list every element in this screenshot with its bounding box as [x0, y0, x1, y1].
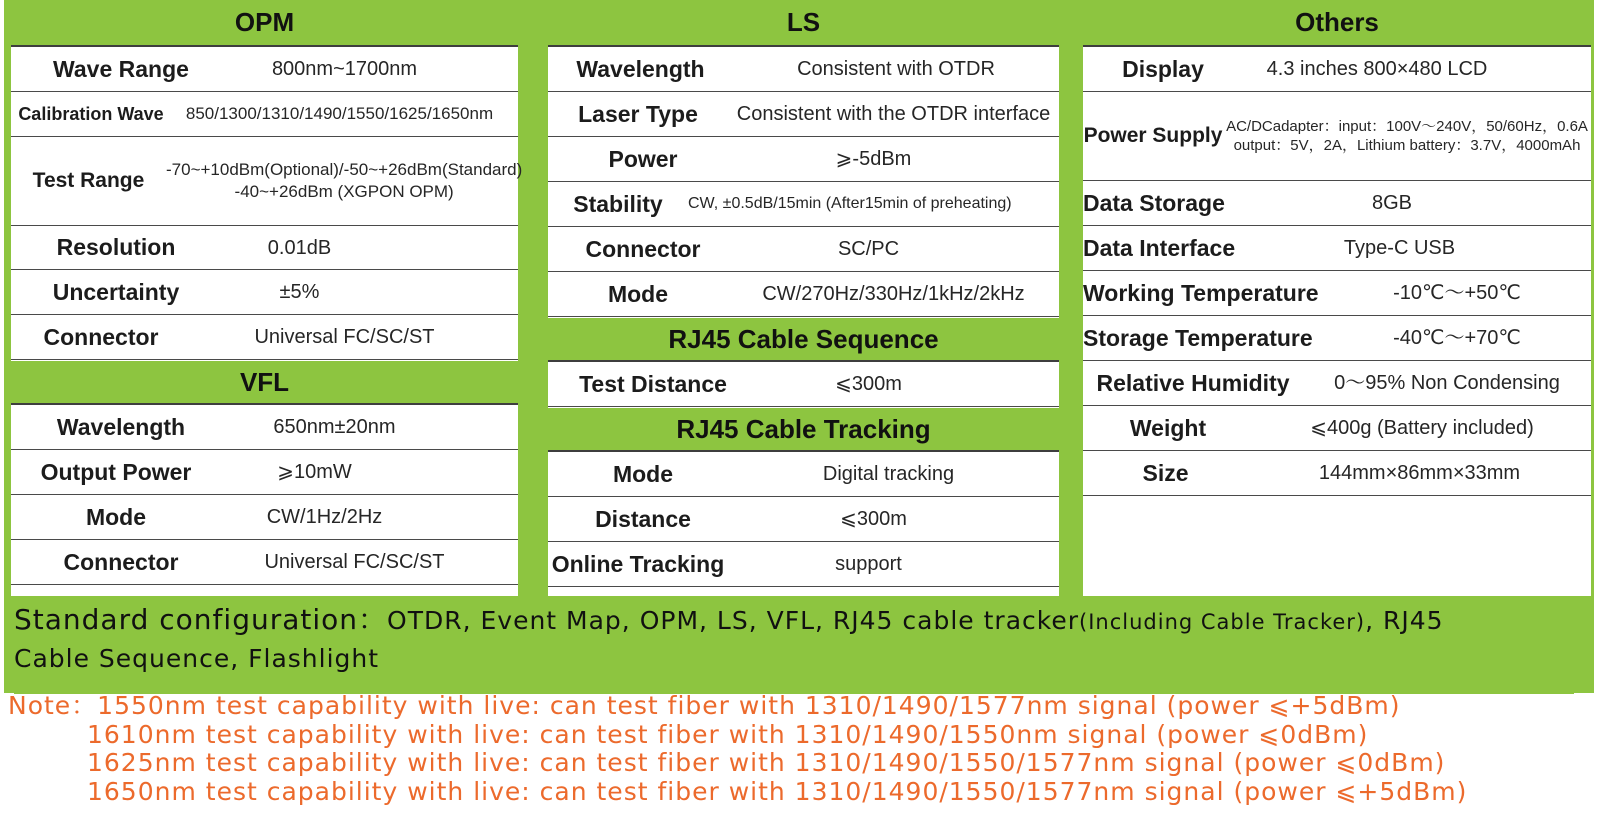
config-items: OTDR, Event Map, OPM, LS, VFL, RJ45 cable tracker: [387, 606, 1080, 635]
spec-label: Calibration Wave: [18, 103, 164, 124]
table-row: [11, 495, 518, 540]
others-column: [1083, 0, 1591, 596]
table-row: [1083, 271, 1591, 316]
spec-value: 0.01dB: [267, 236, 332, 259]
spec-label: Distance: [595, 505, 691, 532]
spec-value: Consistent with the OTDR interface: [736, 103, 1051, 125]
table-row: [11, 226, 518, 270]
spec-value: CW, ±0.5dB/15min (After15min of preheating): [688, 194, 1012, 212]
rj45-sequence-title: RJ45 Cable Sequence: [668, 323, 939, 354]
rj45-tracking-title: RJ45 Cable Tracking: [676, 413, 931, 444]
spec-value: -10℃～+50℃: [1393, 282, 1521, 304]
spec-value: Type-C USB: [1343, 237, 1456, 259]
note-line: 1610nm test capability with live: can test fiber with 1310/1490/1550nm signal (power ⩽0dBm): [87, 719, 1369, 749]
spec-value: SC/PC: [837, 238, 900, 260]
table-row: [1083, 406, 1591, 451]
table-row: [1083, 181, 1591, 226]
spec-label: Data Interface: [1083, 234, 1236, 261]
config-paren: (Including Cable Tracker): [1079, 610, 1366, 634]
table-row: [548, 47, 1059, 92]
spec-label: Connector: [43, 323, 159, 350]
table-row: [548, 497, 1059, 542]
table-row: [11, 540, 518, 585]
ls-header: [548, 0, 1059, 47]
spec-value: 0～95% Non Condensing: [1334, 372, 1560, 394]
spec-value: Digital tracking: [822, 463, 955, 485]
spec-value: ±5%: [279, 281, 320, 303]
spec-label: Connector: [63, 548, 179, 575]
spec-value: ⩽300m: [835, 373, 902, 395]
table-row: [1083, 361, 1591, 406]
spec-label: Resolution: [56, 234, 176, 260]
spec-value-line: -40~+26dBm (XGPON OPM): [234, 182, 454, 201]
config-rest: , RJ45: [1365, 606, 1444, 635]
spec-label: Power Supply: [1083, 124, 1223, 147]
spec-value: ⩾-5dBm: [835, 148, 912, 170]
spec-label: Wavelength: [576, 55, 705, 82]
spec-label: Laser Type: [578, 100, 698, 127]
spec-value: 4.3 inches 800×480 LCD: [1266, 58, 1488, 80]
table-row: [11, 450, 518, 495]
spec-value: support: [835, 553, 902, 575]
spec-label: Size: [1142, 459, 1189, 486]
spec-value: ⩽400g (Battery included): [1310, 417, 1534, 439]
spec-value: Universal FC/SC/ST: [264, 551, 445, 573]
opm-header: [11, 0, 518, 47]
table-row: [11, 137, 523, 226]
spec-label: Data Storage: [1083, 189, 1225, 216]
spec-label: Working Temperature: [1083, 279, 1319, 306]
note-block: [8, 692, 1588, 806]
spec-label: Display: [1122, 55, 1204, 82]
spec-value-line: -70~+10dBm(Optional)/-50~+26dBm(Standard): [166, 159, 523, 179]
table-row: [548, 542, 1059, 587]
table-row: [548, 452, 1059, 497]
spec-value: 8GB: [1371, 192, 1413, 214]
spec-value: 650nm±20nm: [273, 416, 396, 438]
table-row: [548, 227, 1059, 272]
rj45-sequence-header: [548, 318, 1059, 362]
table-row: [11, 315, 518, 360]
spec-label: Mode: [85, 503, 147, 530]
spec-value: ⩽300m: [840, 508, 907, 530]
spec-value: 800nm~1700nm: [271, 58, 418, 80]
spec-label: Wave Range: [53, 55, 189, 82]
note-line: Note：1550nm test capability with live: can test fiber with 1310/1490/1577nm signal (power ⩽+5dBm): [8, 691, 1401, 720]
table-row: [548, 92, 1059, 137]
vfl-header: [11, 361, 518, 405]
spec-label: Test Distance: [579, 370, 727, 397]
table-row: [1083, 451, 1591, 496]
others-header: [1083, 0, 1591, 47]
spec-label: Test Range: [32, 169, 145, 192]
rj45-tracking-header: [548, 408, 1059, 452]
note-line: 1625nm test capability with live: can test fiber with 1310/1490/1550/1577nm signal (power ⩽0dBm): [87, 748, 1446, 777]
ls-title: LS: [786, 7, 821, 37]
spec-label: Relative Humidity: [1096, 369, 1290, 396]
spec-value: [166, 159, 522, 203]
table-row: [548, 362, 1059, 407]
spec-label: Storage Temperature: [1083, 324, 1313, 351]
spec-label: Weight: [1129, 414, 1207, 441]
spec-label: Connector: [585, 235, 701, 262]
standard-configuration: [14, 597, 1574, 694]
spec-value: -40℃～+70℃: [1393, 327, 1521, 349]
table-row: [1083, 47, 1591, 92]
spec-label: Mode: [612, 460, 674, 487]
spec-value: CW/1Hz/2Hz: [266, 506, 383, 528]
spec-value: 850/1300/1310/1490/1550/1625/1650nm: [185, 103, 494, 123]
spec-label: Wavelength: [56, 413, 186, 440]
spec-label: Mode: [607, 280, 669, 307]
table-row: [11, 47, 518, 92]
opm-vfl-column: [11, 0, 523, 596]
table-row: [11, 405, 518, 450]
table-row: [548, 272, 1059, 317]
vfl-title: VFL: [239, 366, 290, 397]
spec-label: Stability: [573, 190, 663, 217]
spec-value: CW/270Hz/330Hz/1kHz/2kHz: [762, 283, 1025, 305]
ls-rj45-column: [548, 0, 1059, 596]
config-rest-line2: Cable Sequence, Flashlight: [14, 644, 380, 673]
spec-value: Consistent with OTDR: [797, 58, 995, 80]
others-title: Others: [1295, 7, 1379, 37]
note-line: 1650nm test capability with live: can test fiber with 1310/1490/1550/1577nm signal (power ⩽+5dBm): [87, 776, 1468, 806]
spec-value-line: output：5V，2A，Lithium battery：3.7V，4000mAh: [1233, 137, 1581, 154]
table-row: [548, 137, 1059, 182]
opm-title: OPM: [234, 7, 295, 37]
table-row: [548, 182, 1059, 227]
spec-value: Universal FC/SC/ST: [254, 326, 435, 348]
table-row: [11, 92, 518, 137]
spec-value: ⩾10mW: [277, 461, 352, 483]
spec-value-line: AC/DCadapter：input：100V～240V，50/60Hz，0.6A: [1226, 117, 1588, 135]
table-row: [1083, 316, 1591, 361]
spec-value: [1223, 117, 1591, 156]
spec-label: Power: [608, 145, 678, 172]
table-row: [11, 270, 518, 315]
spec-label: Online Tracking: [551, 550, 725, 577]
table-row: [1083, 92, 1591, 181]
config-lead: Standard configuration：: [14, 603, 388, 636]
spec-value: 144mm×86mm×33mm: [1318, 462, 1521, 484]
table-row: [1083, 226, 1591, 271]
spec-label: Uncertainty: [52, 278, 180, 305]
spec-label: Output Power: [40, 458, 192, 485]
